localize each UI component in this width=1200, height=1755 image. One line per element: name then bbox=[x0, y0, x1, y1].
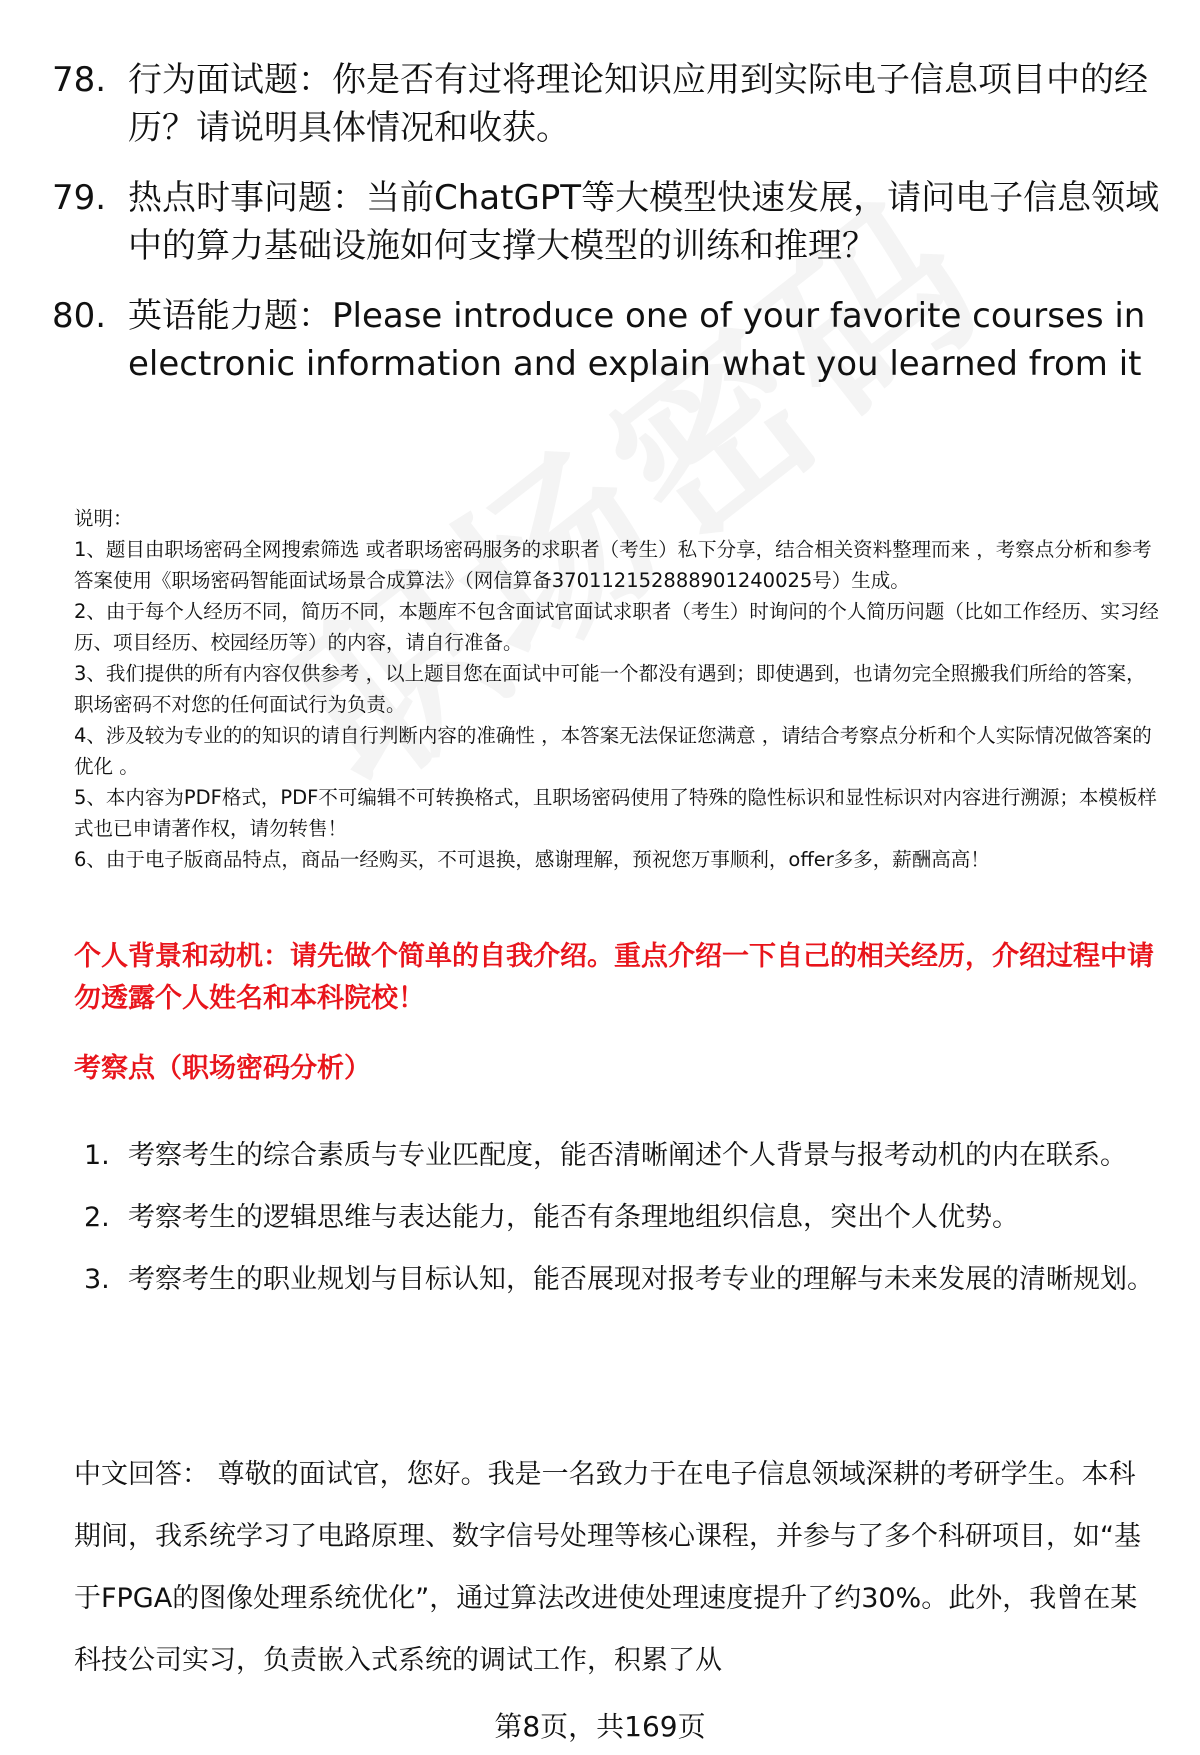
question-item bbox=[52, 56, 1162, 152]
question-text: 英语能力题：Please introduce one of your favorite courses in electronic information and explain what you learned from it bbox=[128, 296, 1146, 384]
question-number: 79. bbox=[52, 178, 107, 218]
page-footer: 第8页，共169页 bbox=[494, 1710, 706, 1743]
note-item: 6、由于电子版商品特点，商品一经购买，不可退换，感谢理解，预祝您万事顺利，offer多多，薪酬高高！ bbox=[74, 848, 990, 871]
point-text: 考察考生的逻辑思维与表达能力，能否有条理地组织信息，突出个人优势。 bbox=[128, 1202, 1019, 1233]
question-item bbox=[52, 292, 1162, 388]
question-text: 行为面试题：你是否有过将理论知识应用到实际电子信息项目中的经历？请说明具体情况和收获。 bbox=[128, 60, 1148, 148]
question-item bbox=[52, 174, 1162, 270]
question-number: 78. bbox=[52, 60, 107, 100]
question-number: 80. bbox=[52, 296, 107, 336]
note-item: 2、由于每个人经历不同，简历不同，本题库不包含面试官面试求职者（考生）时询问的个人简历问题（比如工作经历、实习经历、项目经历、校园经历等）的内容，请自行准备。 bbox=[74, 600, 1159, 654]
analysis-point bbox=[84, 1187, 1164, 1249]
note-item: 1、题目由职场密码全网搜索筛选 或者职场密码服务的求职者（考生）私下分享，结合相关资料整理而来 ，考察点分析和参考答案使用《职场密码智能面试场景合成算法》（网信算备370112152888901240025号）生成。 bbox=[74, 538, 1152, 592]
question-text: 热点时事问题：当前ChatGPT等大模型快速发展，请问电子信息领域中的算力基础设施如何支撑大模型的训练和推理？ bbox=[128, 178, 1160, 266]
point-text: 考察考生的综合素质与专业匹配度，能否清晰阐述个人背景与报考动机的内在联系。 bbox=[128, 1140, 1127, 1171]
point-text: 考察考生的职业规划与目标认知，能否展现对报考专业的理解与未来发展的清晰规划。 bbox=[128, 1264, 1154, 1295]
point-number: 1. bbox=[84, 1140, 110, 1171]
notes-title: 说明： bbox=[74, 507, 133, 530]
analysis-points-list bbox=[84, 1125, 1164, 1311]
analysis-title: 考察点（职场密码分析） bbox=[74, 1053, 371, 1084]
section-question-heading: 个人背景和动机：请先做个简单的自我介绍。重点介绍一下自己的相关经历，介绍过程中请勿透露个人姓名和本科院校！ bbox=[74, 941, 1154, 1014]
analysis-point bbox=[84, 1125, 1164, 1187]
analysis-point bbox=[84, 1249, 1164, 1311]
point-number: 2. bbox=[84, 1202, 110, 1233]
note-item: 4、涉及较为专业的的知识的请自行判断内容的准确性 ，本答案无法保证您满意 ，请结合考察点分析和个人实际情况做答案的优化 。 bbox=[74, 724, 1152, 778]
question-list bbox=[52, 56, 1162, 410]
note-item: 5、本内容为PDF格式，PDF不可编辑不可转换格式，且职场密码使用了特殊的隐性标识和显性标识对内容进行溯源；本模板样式也已申请著作权，请勿转售！ bbox=[74, 786, 1157, 840]
point-number: 3. bbox=[84, 1264, 110, 1295]
notes-section bbox=[74, 503, 1159, 875]
note-item: 3、我们提供的所有内容仅供参考 ，以上题目您在面试中可能一个都没有遇到；即使遇到，也请勿完全照搬我们所给的答案，职场密码不对您的任何面试行为负责。 bbox=[74, 662, 1146, 716]
answer-paragraph: 中文回答： 尊敬的面试官，您好。我是一名致力于在电子信息领域深耕的考研学生。本科期间，我系统学习了电路原理、数字信号处理等核心课程，并参与了多个科研项目，如“基于FPGA的图像处理系统优化”，通过算法改进使处理速度提升了约30%。此外，我曾在某科技公司实习，负责嵌入式系统的调试工作，积累了从 bbox=[74, 1459, 1141, 1676]
